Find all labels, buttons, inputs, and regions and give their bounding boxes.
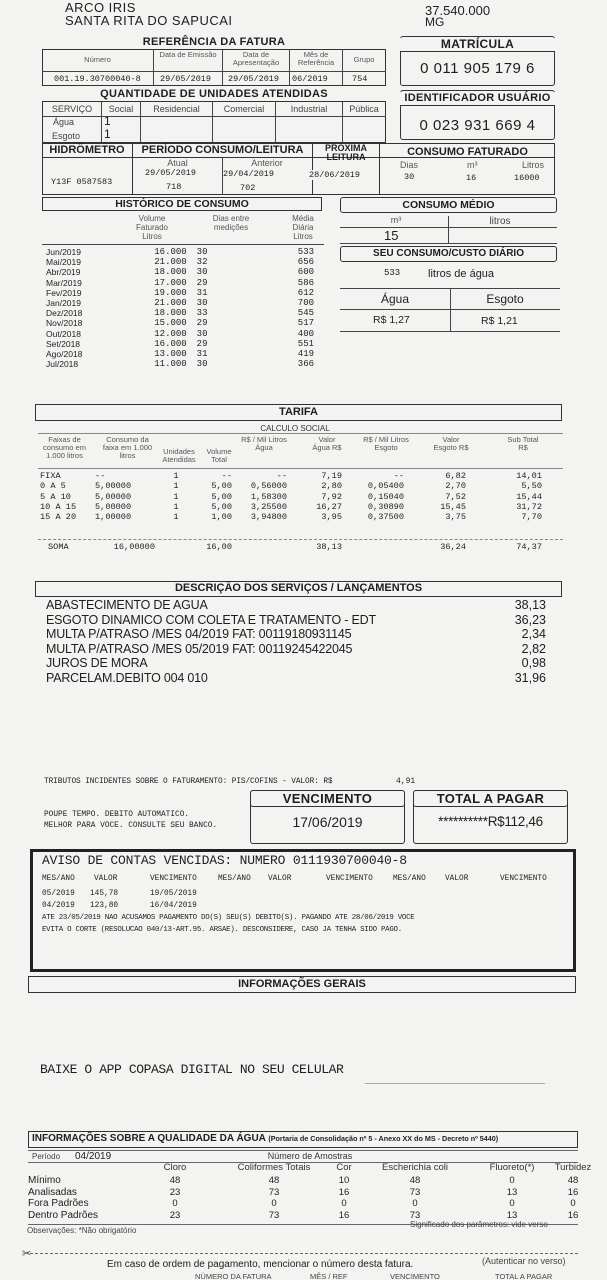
historico-cell: Abr/2019 [46, 267, 81, 278]
custo-agua-value: R$ 1,27 [373, 314, 410, 326]
historico-cell: 29 [196, 318, 208, 329]
custo-agua-label: Água [380, 292, 410, 306]
historico-cell: 13.000 [154, 349, 187, 360]
servico-desc: ABASTECIMENTO DE AGUA [46, 598, 208, 612]
tarifa-cell: 1 [173, 501, 179, 512]
tarifa-soma-cell: 74,37 [516, 542, 542, 552]
historico-row [46, 288, 326, 298]
qualidade-cell: 16 [567, 1186, 579, 1198]
aviso-text-1: ATE 23/05/2019 NAO ACUSAMOS PAGAMENTO DO(S) SEU(S) DEBITO(S). PAGANDO ATE 28/06/2019 VOCE [42, 914, 415, 922]
qualidade-cell: 0 [341, 1198, 347, 1209]
periodo-anterior-label: Anterior [251, 158, 283, 168]
tarifa-title: TARIFA [279, 406, 318, 418]
grupo-value: 754 [352, 74, 368, 84]
tarifa-cell: 5,00 [211, 481, 232, 492]
tarifa-cell: 3,94800 [250, 512, 287, 523]
tarifa-soma-row [40, 542, 560, 554]
periodo-atual-leitura: 718 [166, 182, 182, 192]
servico-value: 36,23 [514, 612, 546, 627]
tarifa-cell: 0,56000 [250, 481, 287, 492]
historico-row [46, 257, 326, 267]
historico-cell: Nov/2018 [46, 318, 83, 329]
custo-esgoto-label: Esgoto [486, 292, 524, 306]
tarifa-cell: 0,05400 [367, 481, 404, 492]
historico-cell: Mai/2019 [46, 257, 81, 268]
tarifa-cell: 5,00000 [95, 501, 132, 512]
footer-scissors-icon: ✂ [22, 1248, 32, 1260]
tarifa-subtitle: CALCULO SOCIAL [260, 424, 330, 433]
historico-cell: 21.000 [154, 257, 187, 268]
tarifa-cell: -- [221, 471, 232, 481]
tarifa-cell: 7,70 [521, 512, 542, 523]
data-apresentacao: 29/05/2019 [228, 74, 280, 84]
servico-desc: MULTA P/ATRASO /MES 05/2019 FAT: 00119245422045 [46, 641, 353, 656]
tarifa-cell: 7,19 [321, 471, 342, 481]
aviso-row1-mes: 05/2019 [42, 890, 75, 898]
custo-esgoto-value: R$ 1,21 [481, 315, 518, 327]
periodo-anterior-date: 29/04/2019 [223, 169, 275, 179]
tarifa-cell: 3,25500 [250, 501, 287, 512]
total-value: **********R$112,46 [438, 814, 543, 829]
qualidade-cell: 0 [509, 1175, 515, 1186]
aviso-title: AVISO DE CONTAS VENCIDAS: NUMERO 0111930700040-8 [42, 853, 407, 868]
qualidade-row-label: Mínimo [28, 1175, 61, 1186]
tarifa-cell: 1,58300 [250, 491, 287, 502]
historico-media-header: Média Diária Litros [292, 214, 314, 241]
unidades-header-servico: SERVIÇO [51, 104, 93, 114]
historico-cell: 612 [297, 287, 314, 298]
matricula-value: 0 011 905 179 6 [420, 60, 535, 77]
informacoes-title: INFORMAÇÕES GERAIS [238, 978, 366, 990]
tarifa-cell: 1,00000 [95, 512, 132, 523]
aviso-h-valor3: VALOR [445, 875, 469, 883]
qualidade-param-header: Escherichia coli [382, 1162, 448, 1173]
qualidade-cell: 13 [506, 1186, 518, 1198]
unidades-esgoto-label: Esgoto [52, 131, 81, 141]
qualidade-periodo: 04/2019 [75, 1151, 112, 1162]
hidrometro-title: HIDRÔMETRO [49, 144, 125, 156]
aviso-row1-venc: 19/05/2019 [150, 890, 197, 898]
tarifa-cell: 1,00 [211, 512, 232, 523]
tarifa-cell: 15,44 [516, 491, 542, 502]
tarifa-cell: 2,70 [445, 481, 466, 492]
historico-cell: 19.000 [154, 287, 187, 298]
footer-bottom-label: VENCIMENTO [390, 1272, 440, 1280]
unidades-header-social: Social [108, 104, 134, 114]
servico-item [46, 671, 546, 685]
consumo-medio-m3-value: 15 [384, 228, 399, 243]
footer-bottom-labels [150, 1272, 570, 1280]
aviso-h-valor1: VALOR [94, 875, 118, 883]
vencimento-value: 17/06/2019 [292, 814, 363, 830]
servico-item [46, 613, 546, 627]
tarifa-soma-cell: SOMA [48, 542, 69, 552]
historico-row [46, 247, 326, 257]
matricula-title: MATRÍCULA [400, 38, 555, 52]
tarifa-cell: 5 A 10 [40, 491, 71, 502]
historico-cell: Jun/2019 [46, 247, 81, 257]
qualidade-row-label: Analisadas [28, 1186, 77, 1198]
aviso-row2-venc: 16/04/2019 [150, 902, 197, 910]
qualidade-cell: 48 [567, 1175, 579, 1186]
tarifa-cell: 3,95 [321, 512, 342, 523]
tributos-value: 4,91 [396, 777, 416, 786]
historico-cell: 21.000 [154, 298, 187, 309]
historico-cell: Fev/2019 [46, 287, 82, 298]
tarifa-cell: 1 [173, 471, 179, 481]
fatura-numero: 001.19.30700040-8 [54, 74, 141, 84]
referencia-grupo-label: Grupo [353, 55, 375, 64]
tarifa-cell: 5,00 [211, 491, 232, 502]
historico-cell: 30 [196, 359, 208, 370]
historico-cell: Dez/2018 [46, 308, 83, 319]
aviso-h-mes1: MES/ANO [42, 875, 75, 883]
servico-value: 2,34 [521, 627, 546, 642]
qualidade-param-header: Coliformes Totais [237, 1162, 311, 1173]
custo-diario-litros: 533 [384, 268, 401, 278]
consumo-m3-value: 16 [466, 173, 477, 183]
tarifa-soma-cell: 16,00 [206, 542, 232, 552]
aviso-h-venc1: VENCIMENTO [150, 875, 197, 883]
consumo-dias-value: 30 [404, 172, 415, 182]
historico-row [46, 278, 326, 288]
historico-cell: 31 [196, 349, 208, 360]
tarifa-cell: 0,30890 [367, 501, 404, 512]
servico-value: 31,96 [514, 671, 546, 685]
tarifa-cell: 16,27 [316, 501, 342, 512]
historico-cell: 600 [297, 267, 314, 278]
tarifa-cell: 1 [173, 512, 179, 523]
unidades-agua-value: 1 [104, 114, 111, 128]
historico-row [46, 349, 326, 359]
qualidade-param-header: Fluoreto(*) [489, 1162, 535, 1173]
qualidade-subtitle: (Portaria de Consolidação nº 5 - Anexo XX do MS - Decreto nº 5440) [268, 1134, 499, 1143]
servico-desc: PARCELAM.DEBITO 004 010 [46, 671, 208, 685]
qualidade-cell: 13 [506, 1209, 518, 1221]
tarifa-soma-cell: 16,00000 [113, 542, 155, 552]
tarifa-cell: 0,37500 [367, 512, 404, 523]
consumo-medio-litros-label: litros [489, 216, 511, 227]
tarifa-cell: 5,00 [211, 501, 232, 512]
historico-cell: 656 [297, 257, 314, 268]
qualidade-param-header: Cloro [163, 1162, 187, 1173]
qualidade-cell: 16 [338, 1186, 350, 1198]
consumo-medio-m3-label: m³ [390, 215, 402, 225]
consumo-litros-label: Litros [522, 160, 545, 170]
historico-cell: 586 [297, 277, 314, 288]
servico-item [46, 642, 546, 656]
qualidade-title [32, 1133, 498, 1144]
historico-table [46, 247, 326, 369]
consumo-medio-title: CONSUMO MÉDIO [402, 199, 495, 211]
tarifa-cell: 2,80 [321, 481, 342, 492]
historico-row [46, 298, 326, 308]
tributos-label: TRIBUTOS INCIDENTES SOBRE O FATURAMENTO: PIS/COFINS - VALOR: R$ [44, 778, 333, 786]
historico-cell: 16.000 [154, 338, 187, 349]
historico-cell: 17.000 [154, 277, 187, 288]
tarifa-cell: 7,52 [445, 491, 466, 502]
tarifa-h-valor-agua: Valor Água R$ [312, 435, 342, 452]
data-emissao: 29/05/2019 [160, 74, 212, 84]
qualidade-row-label: Fora Padrões [28, 1198, 89, 1209]
aviso-h-mes3: MES/ANO [393, 875, 426, 883]
historico-cell: Mar/2019 [46, 277, 82, 288]
qualidade-cell: 23 [169, 1209, 181, 1221]
informacoes-text: BAIXE O APP COPASA DIGITAL NO SEU CELULAR [40, 1062, 344, 1077]
historico-cell: 366 [297, 359, 314, 370]
poupe-line2: MELHOR PARA VOCE. CONSULTE SEU BANCO. [44, 822, 218, 830]
tarifa-soma-cell: 36,24 [440, 542, 466, 552]
historico-row [46, 318, 326, 328]
qualidade-amostras-label: Número de Amostras [267, 1151, 353, 1161]
historico-cell: 419 [297, 349, 314, 360]
identificador-value: 0 023 931 669 4 [419, 117, 536, 134]
tarifa-h-rs-agua: R$ / Mil Litros Água [241, 435, 287, 452]
servico-item [46, 627, 546, 641]
periodo-atual-date: 29/05/2019 [145, 168, 197, 178]
qualidade-param-header: Cor [336, 1162, 352, 1173]
servico-desc: ESGOTO DINAMICO COM COLETA E TRATAMENTO - EDT [46, 612, 376, 627]
city-name: SANTA RITA DO SAPUCAI [65, 13, 233, 28]
unidades-esgoto-value: 1 [104, 127, 111, 141]
tarifa-cell: 14,01 [516, 471, 542, 481]
servico-item [46, 598, 546, 612]
tarifa-cell: 5,50 [521, 481, 542, 492]
servico-desc: JUROS DE MORA [46, 656, 148, 671]
unidades-title: QUANTIDADE DE UNIDADES ATENDIDAS [42, 88, 386, 102]
tarifa-h-valor-esgoto: Valor Esgoto R$ [433, 435, 469, 452]
qualidade-cell: 16 [338, 1209, 350, 1221]
periodo-atual-label: Atual [167, 158, 188, 168]
qualidade-cell: 73 [268, 1209, 280, 1221]
qualidade-cell: 0 [509, 1198, 515, 1209]
tarifa-cell: 7,92 [321, 491, 342, 502]
identificador-title: IDENTIFICADOR USUÁRIO [400, 92, 555, 106]
footer-bottom-label: TOTAL A PAGAR [495, 1272, 553, 1280]
historico-row [46, 359, 326, 369]
historico-cell: 18.000 [154, 267, 187, 278]
qualidade-cell: 0 [412, 1198, 418, 1209]
historico-dias-header: Dias entre medições [212, 214, 250, 232]
tarifa-h-consumo: Consumo da faixa em 1.000 litros [102, 435, 153, 460]
qualidade-cell: 23 [169, 1186, 181, 1198]
historico-cell: 30 [196, 267, 208, 278]
tarifa-h-faixas: Faixas de consumo em 1.000 litros [43, 435, 86, 460]
aviso-text-2: EVITA O CORTE (RESOLUCAO 040/13-ART.95. ARSAE). DESCONSIDERE, CASO JA TENHA SIDO PAGO. [42, 926, 402, 934]
consumo-m3-label: m³ [467, 160, 478, 170]
unidades-header-industrial: Industrial [290, 104, 328, 114]
tarifa-h-rs-esgoto: R$ / Mil Litros Esgoto [363, 435, 409, 452]
qualidade-significado: Significado dos parâmetros: vide verso [410, 1220, 548, 1229]
tarifa-cell: 31,72 [516, 501, 542, 512]
mes-referencia: 06/2019 [292, 74, 328, 84]
referencia-emissao-label: Data de Emissão [159, 50, 217, 59]
qualidade-cell: 73 [409, 1186, 421, 1198]
unidades-header-publica: Pública [349, 104, 379, 114]
qualidade-observacoes: Observações: *Não obrigatório [27, 1226, 137, 1235]
unidades-header-residencial: Residencial [153, 104, 200, 114]
historico-row [46, 339, 326, 349]
historico-row [46, 329, 326, 339]
company-name: ARCO IRIS [65, 0, 136, 15]
referencia-title: REFERÊNCIA DA FATURA [42, 36, 386, 50]
consumo-faturado-title: CONSUMO FATURADO [407, 146, 528, 158]
tarifa-h-volume: Volume Total [206, 447, 232, 464]
tarifa-soma-cell: 38,13 [316, 542, 342, 552]
aviso-row2-valor: 123,80 [90, 902, 119, 910]
aviso-h-mes2: MES/ANO [218, 875, 251, 883]
historico-cell: 30 [196, 298, 208, 309]
unidades-agua-label: Água [53, 117, 75, 127]
footer-bottom-label: MÊS / REF [310, 1272, 348, 1280]
custo-diario-title: SEU CONSUMO/CUSTO DIÁRIO [373, 248, 524, 259]
tarifa-cell: 6,82 [445, 471, 466, 481]
consumo-litros-value: 16000 [514, 173, 540, 183]
referencia-numero-label: Número [84, 55, 111, 64]
periodo-anterior-leitura: 702 [240, 183, 256, 193]
hidrometro-value: Y13F 0587583 [51, 177, 113, 187]
consumo-dias-label: Dias [400, 160, 419, 170]
referencia-mesref-label: Mês de Referência [297, 50, 335, 67]
tarifa-cell: 1 [173, 491, 179, 502]
footer-text: Em caso de ordem de pagamento, mencionar o número desta fatura. [107, 1259, 414, 1270]
historico-cell: 29 [196, 338, 208, 349]
aviso-h-valor2: VALOR [268, 875, 292, 883]
historico-title: HISTÓRICO DE CONSUMO [115, 198, 249, 210]
tarifa-h-unidades: Unidades Atendidas [162, 447, 196, 464]
historico-cell: Jul/2018 [46, 359, 79, 370]
tarifa-cell: 0,15040 [367, 491, 404, 502]
vencimento-title: VENCIMENTO [250, 790, 405, 807]
servico-desc: MULTA P/ATRASO /MES 04/2019 FAT: 00119180931145 [46, 627, 352, 642]
referencia-apresentacao-label: Data de Apresentação [232, 50, 280, 67]
footer-bottom-label: NÚMERO DA FATURA [195, 1272, 272, 1280]
unidades-header-comercial: Comercial [223, 104, 265, 114]
tarifa-cell: FIXA [40, 471, 61, 481]
tarifa-cell: -- [276, 471, 287, 481]
tarifa-cell: -- [95, 471, 106, 481]
tarifa-cell: 10 A 15 [40, 501, 77, 512]
servico-item [46, 656, 546, 670]
historico-cell: 400 [297, 328, 314, 339]
historico-cell: 545 [297, 308, 314, 319]
qualidade-cell: 10 [338, 1175, 350, 1186]
tarifa-h-subtotal: Sub Total R$ [507, 435, 539, 452]
servico-value: 2,82 [521, 641, 546, 656]
qualidade-title-text: INFORMAÇÕES SOBRE A QUALIDADE DA ÁGUA [32, 1133, 266, 1144]
tarifa-cell: 15 A 20 [40, 512, 77, 523]
qualidade-periodo-label: Período [32, 1152, 61, 1161]
qualidade-row-label: Dentro Padrões [28, 1209, 99, 1221]
qualidade-cell: 0 [271, 1198, 277, 1209]
historico-cell: 11.000 [154, 359, 187, 370]
aviso-row2-mes: 04/2019 [42, 902, 75, 910]
tarifa-cell: 5,00000 [95, 491, 132, 502]
proxima-leitura-value: 28/06/2019 [309, 170, 361, 180]
qualidade-cell: 0 [570, 1198, 576, 1209]
historico-cell: 533 [297, 247, 314, 257]
qualidade-param-header: Turbidez [554, 1162, 592, 1173]
postal-code: 37.540.000 [425, 3, 491, 18]
qualidade-cell: 0 [172, 1198, 178, 1209]
historico-cell: 517 [297, 318, 314, 329]
tarifa-cell: 5,00000 [95, 481, 132, 492]
historico-cell: Ago/2018 [46, 349, 83, 360]
total-title: TOTAL A PAGAR [413, 790, 568, 807]
historico-cell: 30 [196, 328, 208, 339]
proxima-leitura-title: PRÓXIMA LEITURA [324, 143, 367, 162]
servico-value: 0,98 [521, 656, 546, 671]
tarifa-table [40, 471, 560, 523]
historico-row [46, 267, 326, 277]
tarifa-cell: 0 A 5 [40, 481, 66, 492]
historico-cell: Jan/2019 [46, 298, 81, 309]
aviso-row1-valor: 145,78 [90, 890, 119, 898]
historico-cell: 30 [196, 247, 208, 257]
historico-cell: Out/2018 [46, 328, 81, 339]
state-code: MG [425, 15, 445, 29]
footer-autenticar: (Autenticar no verso) [482, 1256, 566, 1266]
historico-cell: 33 [196, 308, 208, 319]
periodo-title: PERÍODO CONSUMO/LEITURA [141, 144, 304, 156]
tarifa-cell: 3,75 [445, 512, 466, 523]
tarifa-cell: -- [393, 471, 404, 481]
historico-row [46, 308, 326, 318]
historico-cell: 29 [196, 277, 208, 288]
servicos-title: DESCRIÇÃO DOS SERVIÇOS / LANÇAMENTOS [174, 582, 423, 594]
historico-volume-header: Volume Faturado Litros [135, 214, 169, 241]
tarifa-cell: 1 [173, 481, 179, 492]
historico-cell: 15.000 [154, 318, 187, 329]
qualidade-cell: 16 [567, 1209, 579, 1221]
historico-cell: 551 [297, 338, 314, 349]
qualidade-cell: 48 [409, 1175, 421, 1186]
aviso-h-venc3: VENCIMENTO [500, 875, 547, 883]
qualidade-cell: 73 [268, 1186, 280, 1198]
historico-cell: 700 [297, 298, 314, 309]
historico-cell: Set/2018 [46, 338, 81, 349]
historico-cell: 16.000 [154, 247, 187, 257]
custo-diario-litros-label: litros de água [428, 268, 495, 280]
aviso-h-venc2: VENCIMENTO [326, 875, 373, 883]
historico-cell: 31 [196, 287, 208, 298]
qualidade-cell: 48 [268, 1175, 280, 1186]
qualidade-cell: 48 [169, 1175, 181, 1186]
historico-cell: 32 [196, 257, 208, 268]
qualidade-table [28, 1162, 592, 1224]
qualidade-cell: 73 [409, 1209, 421, 1221]
historico-cell: 18.000 [154, 308, 187, 319]
poupe-line1: POUPE TEMPO. DEBITO AUTOMATICO. [44, 811, 190, 819]
servico-value: 38,13 [514, 598, 546, 612]
tarifa-cell: 15,45 [440, 501, 466, 512]
historico-cell: 12.000 [154, 328, 187, 339]
